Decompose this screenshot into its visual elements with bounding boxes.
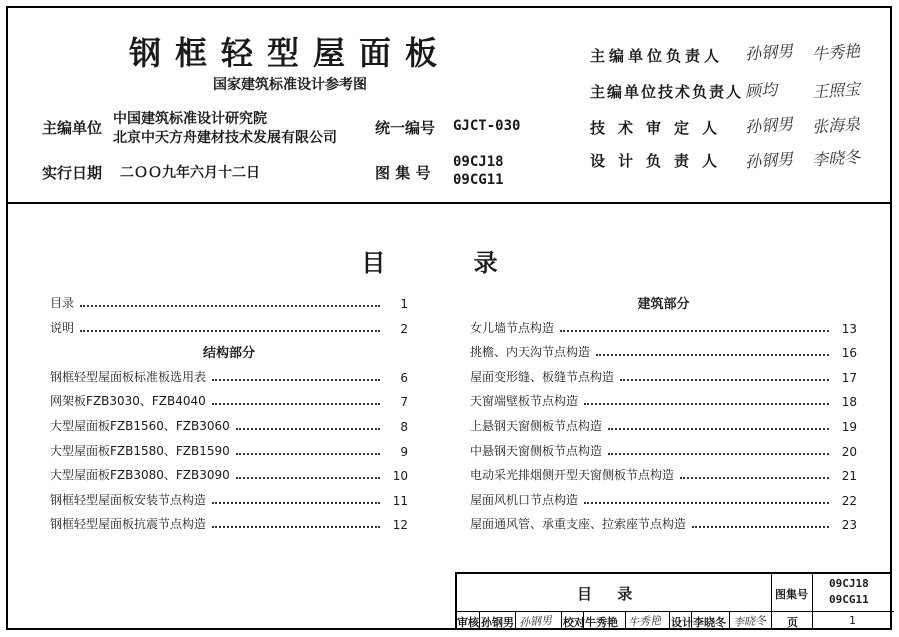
toc-entry-page: 10 — [392, 469, 408, 483]
leader-dots — [620, 379, 829, 381]
leader-dots — [80, 330, 380, 332]
section-heading-architecture: 建筑部分 — [637, 297, 690, 312]
signature: 孙钢男 — [744, 41, 794, 64]
toc-entry-page: 2 — [400, 322, 408, 336]
toc-entry-page: 8 — [400, 420, 408, 434]
leader-dots — [212, 403, 380, 405]
toc-entry-title: 屋面风机口节点构造 — [470, 493, 579, 507]
title-block-divider — [457, 611, 894, 612]
toc-entry-page: 6 — [400, 371, 408, 385]
toc-entry-page: 7 — [400, 395, 408, 409]
page-subtitle: 国家建筑标准设计参考图 — [213, 77, 367, 93]
toc-entry[interactable] — [50, 293, 408, 311]
leader-dots — [236, 428, 380, 430]
leader-dots — [608, 453, 829, 455]
title-block-divider — [812, 574, 813, 630]
title-block-atlas-2: 09CG11 — [829, 593, 869, 606]
toc-entry-title: 大型屋面板FZB3080、FZB3090 — [50, 468, 230, 482]
toc-entry-title: 屋面通风管、承重支座、拉索座节点构造 — [470, 517, 687, 531]
signature: 顾均 — [744, 79, 778, 102]
title-block-atlas-1: 09CJ18 — [829, 577, 869, 590]
toc-title: 目 录 — [361, 249, 538, 277]
toc-entry[interactable] — [470, 490, 857, 508]
toc-entry-page: 23 — [841, 518, 857, 532]
toc-entry-title: 钢框轻型屋面板标准板选用表 — [50, 370, 207, 384]
leader-dots — [692, 526, 829, 528]
section-heading-structure: 结构部分 — [202, 346, 255, 361]
toc-entry-title: 屋面变形缝、板缝节点构造 — [470, 370, 615, 384]
signature: 孙钢男 — [518, 613, 553, 630]
title-block-divider — [729, 611, 730, 630]
toc-entry-title: 电动采光排烟侧开型天窗侧板节点构造 — [470, 468, 675, 482]
editor-label: 主编单位 — [42, 119, 103, 137]
toc-entry[interactable] — [50, 367, 408, 385]
toc-entry-title: 钢框轻型屋面板安装节点构造 — [50, 493, 207, 507]
leader-dots — [212, 526, 380, 528]
toc-entry-page: 21 — [841, 469, 857, 483]
role-design-chief: 设计负责人 — [590, 152, 731, 170]
title-block-atlas-label: 图集号 — [775, 588, 808, 601]
design-name: 李晓冬 — [693, 616, 726, 629]
toc-entry[interactable] — [470, 416, 857, 434]
toc-entry-title: 中悬钢天窗侧板节点构造 — [470, 444, 603, 458]
toc-entry[interactable] — [470, 391, 857, 409]
toc-entry-title: 女儿墙节点构造 — [470, 321, 555, 335]
leader-dots — [236, 477, 380, 479]
page-number: 1 — [849, 614, 856, 627]
leader-dots — [608, 428, 829, 430]
title-block-divider — [479, 611, 480, 630]
signature: 牛秀艳 — [627, 613, 662, 630]
atlas-number-1: 09CJ18 — [453, 154, 504, 170]
toc-entry-title: 网架板FZB3030、FZB4040 — [50, 394, 206, 408]
leader-dots — [212, 379, 380, 381]
signature: 张海泉 — [811, 114, 861, 137]
editor-unit-1: 中国建筑标准设计研究院 — [113, 111, 267, 127]
signature: 王照宝 — [811, 79, 861, 102]
toc-entry-page: 18 — [841, 395, 857, 409]
title-block-divider — [669, 611, 670, 630]
toc-entry[interactable] — [50, 391, 408, 409]
leader-dots — [80, 305, 380, 307]
toc-entry-title: 挑檐、内天沟节点构造 — [470, 345, 591, 359]
check-name: 牛秀艳 — [585, 616, 618, 629]
role-technical-chief: 主编单位技术负责人 — [590, 83, 744, 101]
signature: 孙钢男 — [744, 149, 794, 172]
toc-entry-page: 16 — [841, 346, 857, 360]
editor-unit-2: 北京中天方舟建材技术发展有限公司 — [113, 130, 337, 146]
title-block-divider — [561, 611, 562, 630]
toc-entry-title: 天窗端壁板节点构造 — [470, 394, 579, 408]
date-value: 二ＯＯ九年六月十二日 — [120, 165, 260, 181]
leader-dots — [596, 354, 829, 356]
toc-entry-page: 12 — [392, 518, 408, 532]
signature: 李晓冬 — [732, 613, 767, 630]
review-label: 审核 — [457, 616, 479, 629]
leader-dots — [680, 477, 829, 479]
toc-entry[interactable] — [50, 416, 408, 434]
leader-dots — [584, 403, 829, 405]
signature: 牛秀艳 — [811, 41, 861, 64]
toc-entry[interactable] — [50, 514, 408, 532]
toc-entry[interactable] — [470, 514, 857, 532]
toc-entry-title: 说明 — [50, 321, 75, 335]
toc-entry[interactable] — [50, 441, 408, 459]
toc-entry-title: 大型屋面板FZB1560、FZB3060 — [50, 419, 230, 433]
toc-entry-page: 19 — [841, 420, 857, 434]
toc-entry-page: 1 — [400, 297, 408, 311]
title-block-divider — [625, 611, 626, 630]
toc-entry-page: 22 — [841, 494, 857, 508]
toc-entry[interactable] — [50, 318, 408, 336]
toc-entry[interactable] — [470, 367, 857, 385]
toc-entry[interactable] — [470, 465, 857, 483]
toc-entry-title: 大型屋面板FZB1580、FZB1590 — [50, 444, 230, 458]
toc-entry[interactable] — [470, 318, 857, 336]
toc-entry-page: 9 — [400, 445, 408, 459]
toc-entry-page: 17 — [841, 371, 857, 385]
toc-entry-page: 11 — [392, 494, 408, 508]
title-block-divider — [515, 611, 516, 630]
toc-entry-page: 20 — [841, 445, 857, 459]
atlas-number-2: 09CG11 — [453, 172, 504, 188]
toc-entry-page: 13 — [841, 322, 857, 336]
page-label: 页 — [787, 616, 798, 629]
page-title: 钢框轻型屋面板 — [128, 34, 451, 72]
review-name: 孙钢男 — [481, 616, 514, 629]
leader-dots — [236, 453, 380, 455]
leader-dots — [584, 502, 829, 504]
toc-entry[interactable] — [50, 490, 408, 508]
toc-entry[interactable] — [470, 342, 857, 360]
role-technical-reviewer: 技术审定人 — [590, 119, 731, 137]
leader-dots — [212, 502, 380, 504]
signature: 李晓冬 — [811, 147, 861, 170]
toc-entry-title: 钢框轻型屋面板抗震节点构造 — [50, 517, 207, 531]
title-block-name: 目 录 — [577, 585, 643, 603]
title-block — [455, 572, 892, 630]
design-label: 设计 — [671, 616, 693, 629]
check-label: 校对 — [563, 616, 585, 629]
title-block-divider — [771, 574, 772, 630]
leader-dots — [560, 330, 829, 332]
toc-entry-title: 目录 — [50, 296, 75, 310]
toc-entry[interactable] — [50, 465, 408, 483]
header-divider — [6, 202, 892, 204]
code-value: GJCT-030 — [453, 118, 521, 134]
date-label: 实行日期 — [42, 164, 103, 182]
atlas-label: 图 集 号 — [375, 164, 431, 182]
signature: 孙钢男 — [744, 114, 794, 137]
role-chief-editor: 主编单位负责人 — [590, 47, 724, 65]
toc-entry[interactable] — [470, 441, 857, 459]
toc-entry-title: 上悬钢天窗侧板节点构造 — [470, 419, 603, 433]
code-label: 统一编号 — [375, 119, 436, 137]
